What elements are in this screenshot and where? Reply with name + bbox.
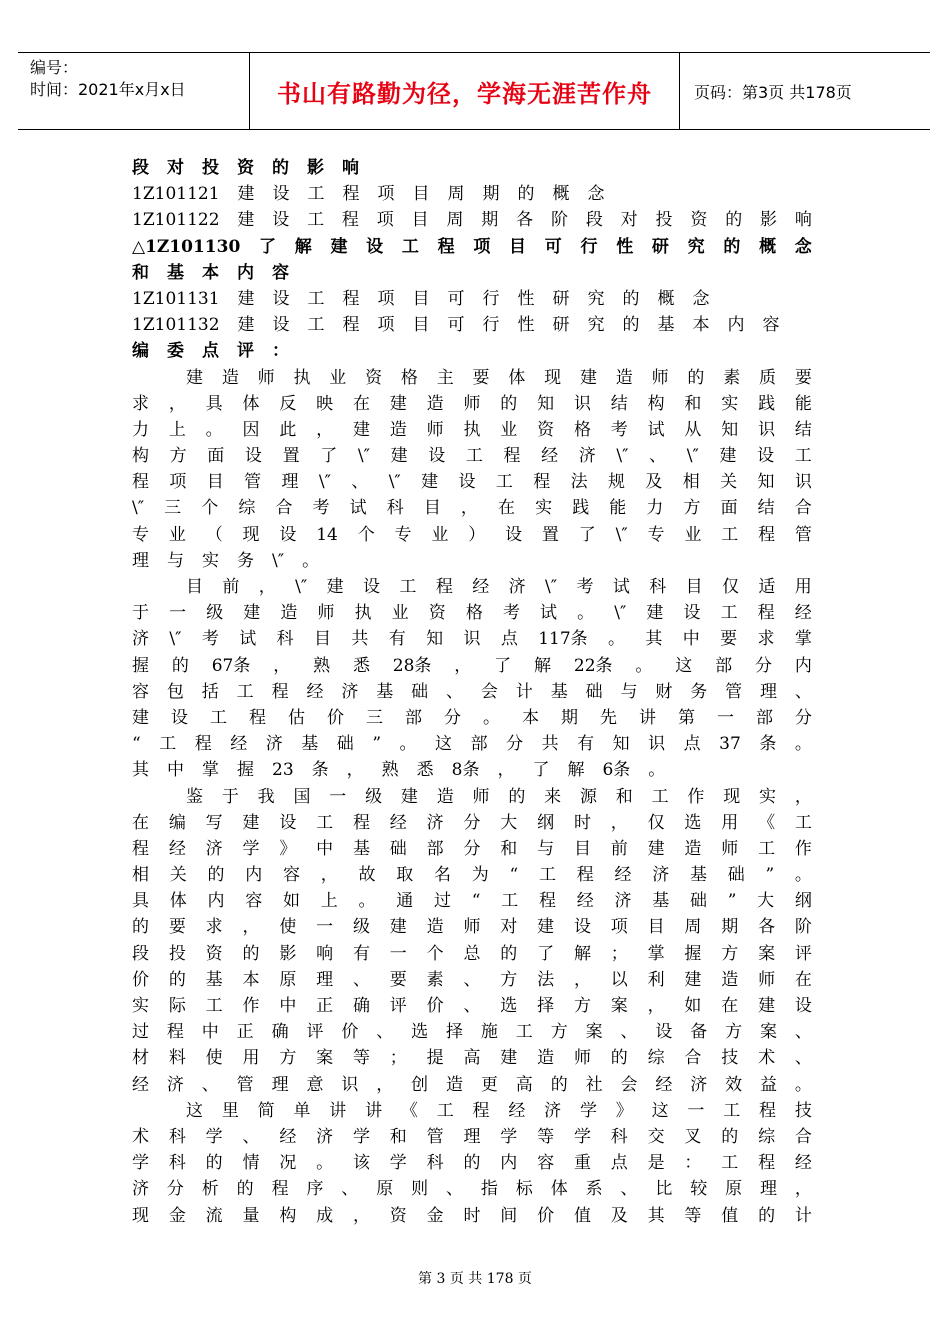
text-line: 经 济 、 管 理 意 识 ， 创 造 更 高 的 社 会 经 济 效 益 。 (132, 1074, 812, 1095)
text-line: 编 委 点 评 ： (132, 341, 289, 362)
text-line: 鉴 于 我 国 一 级 建 造 师 的 来 源 和 工 作 现 实 ， (186, 786, 812, 807)
doc-time-label: 时间：2021年x月x日 (30, 80, 186, 99)
text-line: 段 投 资 的 影 响 有 一 个 总 的 了 解 ； 掌 握 方 案 评 (132, 943, 812, 964)
text-line: 实 际 工 作 中 正 确 评 价 、 选 择 方 案 ， 如 在 建 设 (132, 996, 812, 1016)
text-line: 的 要 求 ， 使 一 级 建 造 师 对 建 设 项 目 周 期 各 阶 (132, 917, 812, 938)
header-page-cell (680, 53, 930, 129)
text-line: 1Z101122 建 设 工 程 项 目 周 期 各 阶 段 对 投 资 的 影 响 (132, 210, 812, 231)
text-line: 求 ， 具 体 反 映 在 建 造 师 的 知 识 结 构 和 实 践 能 (132, 393, 812, 414)
text-line: 济 分 析 的 程 序 、 原 则 、 指 标 体 系 、 比 较 原 理 ， (132, 1179, 812, 1200)
text-line: △1Z101130 了 解 建 设 工 程 项 目 可 行 性 研 究 的 概 念 (132, 236, 812, 257)
header-motto-cell (250, 53, 680, 129)
header-info-cell (18, 53, 250, 129)
text-line: 术 科 学 、 经 济 学 和 管 理 学 等 学 科 交 叉 的 综 合 (132, 1126, 812, 1147)
text-line: 价 的 基 本 原 理 、 要 素 、 方 法 ， 以 利 建 造 师 在 (132, 969, 812, 990)
text-line: 和 基 本 内 容 (132, 262, 289, 283)
text-line: 握 的 67条 ， 熟 悉 28条 ， 了 解 22条 。 这 部 分 内 (132, 655, 812, 676)
text-line: 于 一 级 建 造 师 执 业 资 格 考 试 。 \″ 建 设 工 程 经 (132, 603, 812, 624)
motto-text: 书山有路勤为径，学海无涯苦作舟 (277, 79, 652, 108)
document-body (132, 155, 812, 1229)
text-line: 力 上 。 因 此 ， 建 造 师 执 业 资 格 考 试 从 知 识 结 (132, 419, 812, 440)
page-header (18, 52, 930, 130)
text-line: 程 经 济 学 》 中 基 础 部 分 和 与 目 前 建 造 师 工 作 (132, 838, 812, 859)
text-line: 学 科 的 情 况 。 该 学 科 的 内 容 重 点 是 ： 工 程 经 (132, 1153, 812, 1174)
text-line: “ 工 程 经 济 基 础 ” 。 这 部 分 共 有 知 识 点 37 条 。 (132, 734, 812, 755)
text-line: 现 金 流 量 构 成 ， 资 金 时 间 价 值 及 其 等 值 的 计 (132, 1205, 812, 1226)
text-line: 容 包 括 工 程 经 济 基 础 、 会 计 基 础 与 财 务 管 理 、 (132, 681, 812, 702)
text-line: 理 与 实 务 \″ 。 (132, 550, 320, 571)
text-line: \″ 三 个 综 合 考 试 科 目 ， 在 实 践 能 力 方 面 结 合 (132, 498, 812, 519)
text-line: 其 中 掌 握 23 条 ， 熟 悉 8条 ， 了 解 6条 。 (132, 760, 666, 781)
page-code: 页码：第3页 共178页 (694, 82, 852, 102)
text-line: 在 编 写 建 设 工 程 经 济 分 大 纲 时 ， 仅 选 用 《 工 (132, 812, 812, 833)
text-line: 建 设 工 程 估 价 三 部 分 。 本 期 先 讲 第 一 部 分 (132, 707, 812, 728)
text-line: 过 程 中 正 确 评 价 、 选 择 施 工 方 案 、 设 备 方 案 、 (132, 1022, 812, 1043)
text-line: 构 方 面 设 置 了 \″ 建 设 工 程 经 济 \″ 、 \″ 建 设 工 (132, 446, 812, 467)
text-line: 段 对 投 资 的 影 响 (132, 158, 359, 178)
text-line: 专 业 （ 现 设 14 个 专 业 ） 设 置 了 \″ 专 业 工 程 管 (132, 524, 812, 545)
doc-number-label: 编号： (30, 58, 79, 77)
page-footer: 第 3 页 共 178 页 (418, 1271, 532, 1287)
text-line: 1Z101132 建 设 工 程 项 目 可 行 性 研 究 的 基 本 内 容 (132, 315, 780, 336)
text-line: 目 前 ， \″ 建 设 工 程 经 济 \″ 考 试 科 目 仅 适 用 (186, 577, 812, 597)
text-line: 材 料 使 用 方 案 等 ； 提 高 建 造 师 的 综 合 技 术 、 (132, 1048, 812, 1069)
text-line: 相 关 的 内 容 ， 故 取 名 为 “ 工 程 经 济 基 础 ” 。 (132, 865, 812, 886)
text-line: 建 造 师 执 业 资 格 主 要 体 现 建 造 师 的 素 质 要 (186, 367, 812, 388)
text-line: 具 体 内 容 如 上 。 通 过 “ 工 程 经 济 基 础 ” 大 纲 (132, 891, 812, 912)
text-line: 这 里 简 单 讲 讲 《 工 程 经 济 学 》 这 一 工 程 技 (186, 1100, 812, 1121)
text-line: 程 项 目 管 理 \″ 、 \″ 建 设 工 程 法 规 及 相 关 知 识 (132, 472, 812, 493)
text-line: 济 \″ 考 试 科 目 共 有 知 识 点 117条 。 其 中 要 求 掌 (132, 629, 812, 650)
text-line: 1Z101121 建 设 工 程 项 目 周 期 的 概 念 (132, 184, 605, 205)
text-line: 1Z101131 建 设 工 程 项 目 可 行 性 研 究 的 概 念 (132, 288, 710, 309)
